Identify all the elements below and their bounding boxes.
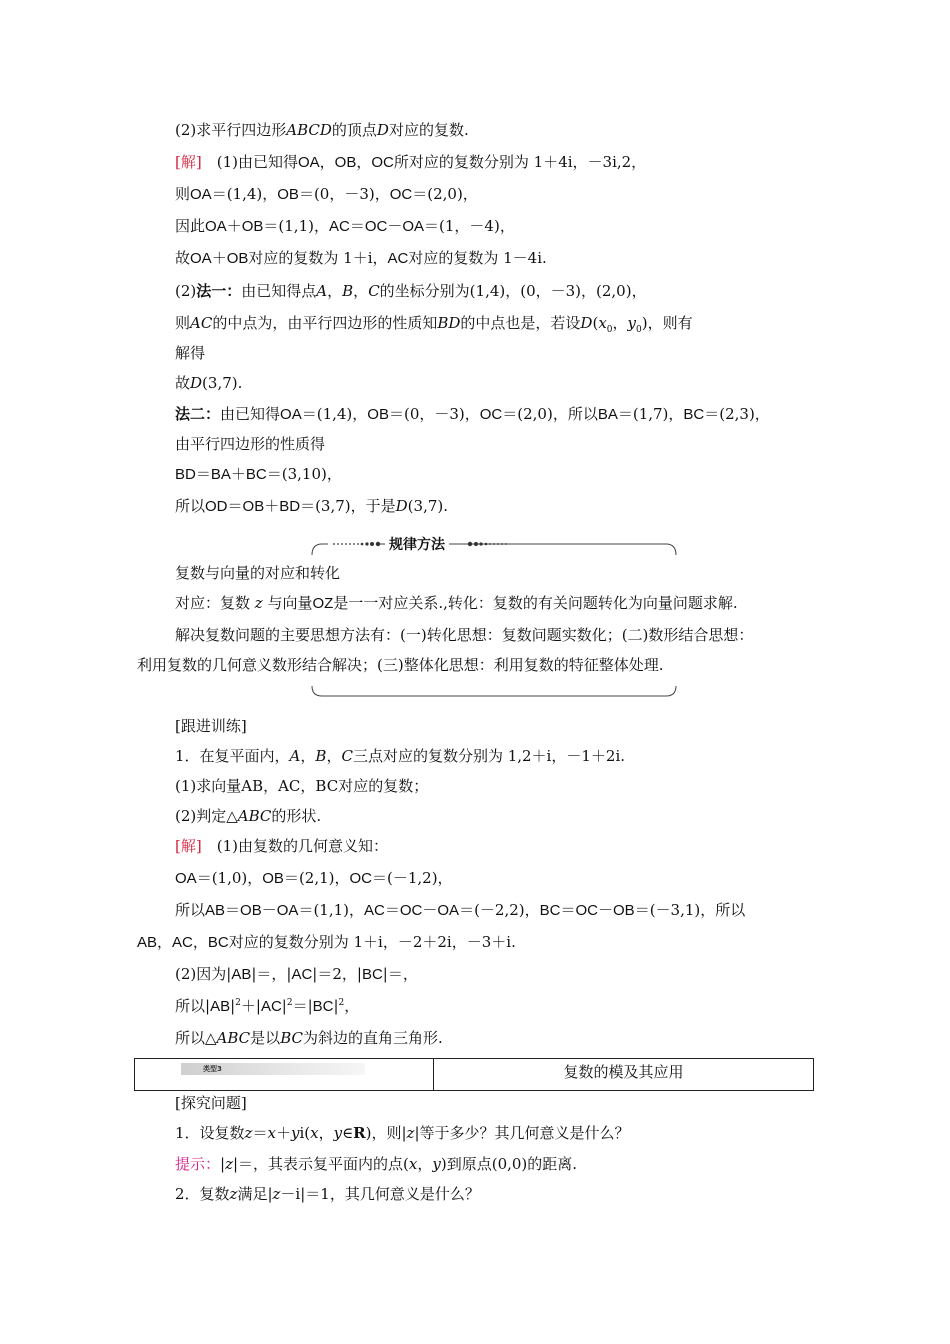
text-line-l32: 2．复数z满足|z－i|＝1，其几何意义是什么？	[175, 1185, 480, 1203]
type-section-header	[134, 1058, 814, 1091]
text-line-l22: [解] (1)由复数的几何意义知：	[175, 837, 388, 855]
text-line-l03: 则OA＝(1,4)，OB＝(0，－3)，OC＝(2,0)，	[175, 185, 478, 203]
text-line-l05: 故OA＋OB对应的复数为 1＋i，AC对应的复数为 1－4i.	[175, 249, 547, 267]
text-line-l18: [跟进训练]	[175, 717, 247, 735]
text-line-l25: AB，AC，BC对应的复数分别为 1＋i，－2＋2i，－3＋i.	[137, 933, 516, 951]
text-line-l26: (2)因为|AB|＝，|AC|＝2，|BC|＝，	[175, 965, 418, 983]
method-banner-title: 规律方法	[385, 534, 449, 554]
text-line-l11: 由平行四边形的性质得	[175, 435, 326, 453]
text-line-l01: (2)求平行四边形ABCD的顶点D对应的复数.	[175, 121, 469, 139]
text-line-l23: OA＝(1,0)，OB＝(2,1)，OC＝(－1,2)，	[175, 869, 453, 887]
text-line-l14: 复数与向量的对应和转化	[175, 564, 341, 582]
text-line-l02: [解] (1)由已知得OA，OB，OC所对应的复数分别为 1＋4i，－3i,2，	[175, 153, 647, 171]
text-line-l10: 法二：由已知得OA＝(1,4)，OB＝(0，－3)，OC＝(2,0)，所以BA＝(1,7)，BC＝(2,3)，	[175, 405, 770, 423]
text-line-l15: 对应：复数 z 与向量OZ是一一对应关系.,转化：复数的有关问题转化为向量问题求解.	[175, 594, 738, 612]
text-line-l04: 因此OA＋OB＝(1,1)，AC＝OC－OA＝(1，－4)，	[175, 217, 515, 235]
text-line-l09: 故D(3,7).	[175, 374, 243, 392]
text-line-l07: 则AC的中点为，由平行四边形的性质知BD的中点也是，若设$D(x_0$，$y_0$)，则有	[175, 314, 693, 335]
type-title-cell: 复数的模及其应用	[563, 1063, 684, 1081]
method-banner-bottom-frame	[310, 684, 678, 704]
type-badge: 类型3	[181, 1063, 365, 1075]
text-line-l06: (2)法一：由已知得点A，B，C的坐标分别为(1,4)，(0，－3)，(2,0)，	[175, 282, 647, 300]
text-line-l20: (1)求向量AB，AC，BC对应的复数；	[175, 777, 429, 795]
text-line-l13: 所以OD＝OB＋BD＝(3,7)，于是D(3,7).	[175, 497, 448, 515]
text-line-l31: 提示：|z|＝，其表示复平面内的点(x，y)到原点(0,0)的距离.	[175, 1155, 578, 1173]
text-line-l24: 所以AB＝OB－OA＝(1,1)，AC＝OC－OA＝(－2,2)，BC＝OC－OB＝(－3,1)，所以	[175, 901, 746, 919]
text-line-l12: BD＝BA＋BC＝(3,10)，	[175, 465, 342, 483]
text-line-l21: (2)判定△ABC的形状.	[175, 807, 322, 825]
text-line-l19: 1．在复平面内，A，B，C三点对应的复数分别为 1,2＋i，－1＋2i.	[175, 747, 626, 765]
text-line-l27: 所以$|AB|^2+|AC|^2=|BC|^2$，	[175, 997, 360, 1015]
text-line-l28: 所以△ABC是以BC为斜边的直角三角形.	[175, 1029, 443, 1047]
text-line-l08: 解得	[175, 344, 206, 362]
method-banner-top-frame	[310, 536, 678, 556]
text-line-l16: 解决复数问题的主要思想方法有：(一)转化思想：复数问题实数化；(二)数形结合思想：	[175, 626, 754, 644]
type-label-cell	[135, 1059, 434, 1090]
text-line-l17: 利用复数的几何意义数形结合解决；(三)整体化思想：利用复数的特征整体处理.	[137, 656, 664, 674]
text-line-l30: 1．设复数z＝x＋yi(x，y∈R)，则|z|等于多少？其几何意义是什么？	[175, 1124, 630, 1142]
text-line-l29: [探究问题]	[175, 1094, 247, 1112]
